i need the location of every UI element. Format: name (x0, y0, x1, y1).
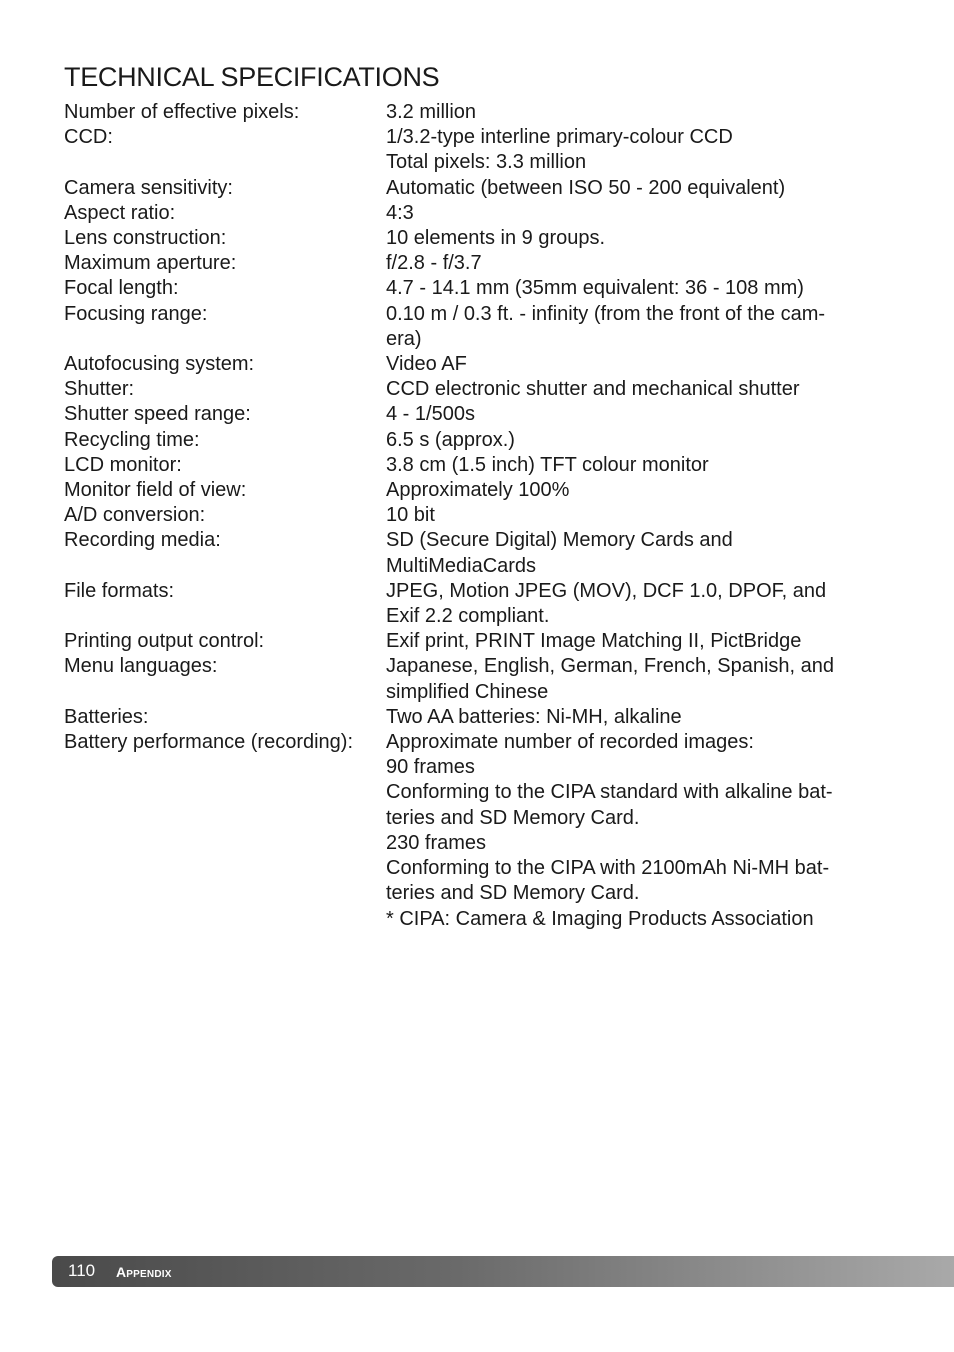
spec-row (64, 100, 884, 125)
spec-label: Shutter speed range: (64, 403, 251, 426)
spec-label: Menu languages: (64, 655, 218, 678)
spec-label: Recording media: (64, 529, 221, 552)
spec-value-line: simplified Chinese (386, 680, 549, 703)
spec-row (64, 579, 884, 629)
spec-row (64, 478, 884, 503)
spec-label: A/D conversion: (64, 504, 206, 527)
spec-label: Shutter: (64, 378, 135, 401)
spec-value-line: Approximate number of recorded images: (386, 731, 754, 754)
spec-value (386, 352, 884, 377)
spec-row (64, 276, 884, 301)
page-title: TECHNICAL SPECIFICATIONS (64, 62, 440, 92)
spec-value-line: Automatic (between ISO 50 - 200 equivalent) (386, 176, 786, 199)
spec-label: Monitor field of view: (64, 479, 247, 502)
spec-value-line: 10 bit (386, 504, 435, 527)
spec-row (64, 730, 884, 932)
spec-value (386, 629, 884, 654)
spec-value-line: Conforming to the CIPA with 2100mAh Ni-MH bat- (386, 857, 830, 880)
spec-value-line: 3.2 million (386, 101, 477, 123)
spec-row (64, 302, 884, 352)
spec-value (386, 201, 884, 226)
spec-label: CCD: (64, 126, 113, 149)
spec-value-line: Conforming to the CIPA standard with alkaline bat- (386, 781, 833, 804)
spec-row (64, 176, 884, 201)
spec-value (386, 428, 884, 453)
page-number: 110 (68, 1261, 96, 1280)
spec-label: Maximum aperture: (64, 252, 237, 275)
spec-table (64, 100, 884, 932)
spec-value-line: 90 frames (386, 756, 475, 779)
spec-value-line: JPEG, Motion JPEG (MOV), DCF 1.0, DPOF, and (386, 579, 827, 602)
spec-row (64, 705, 884, 730)
spec-value (386, 478, 884, 503)
spec-row (64, 377, 884, 402)
spec-value (386, 730, 884, 932)
spec-value (386, 453, 884, 478)
spec-value (386, 579, 884, 629)
spec-value (386, 125, 884, 175)
spec-value (386, 226, 884, 251)
spec-value-line: Japanese, English, German, French, Spanish, and (386, 655, 835, 678)
spec-value (386, 100, 884, 125)
spec-label: Batteries: (64, 705, 149, 728)
section-name: Appendix (116, 1264, 172, 1280)
spec-label: Battery performance (recording): (64, 731, 354, 754)
spec-value-line: MultiMediaCards (386, 554, 537, 577)
spec-value-line: Exif print, PRINT Image Matching II, PictBridge (386, 630, 802, 653)
spec-value-line: SD (Secure Digital) Memory Cards and (386, 529, 733, 552)
spec-label: Autofocusing system: (64, 353, 255, 376)
spec-value (386, 402, 884, 427)
spec-value (386, 503, 884, 528)
spec-value-line: CCD electronic shutter and mechanical shutter (386, 378, 800, 401)
spec-row (64, 428, 884, 453)
spec-row (64, 453, 884, 478)
spec-value (386, 176, 884, 201)
spec-label: Focal length: (64, 277, 179, 300)
spec-value (386, 654, 884, 704)
footer-bar (52, 1256, 954, 1287)
spec-value-line: 4.7 - 14.1 mm (35mm equivalent: 36 - 108 mm) (386, 277, 804, 300)
spec-value (386, 528, 884, 578)
spec-row (64, 654, 884, 704)
spec-row (64, 201, 884, 226)
spec-value (386, 276, 884, 301)
spec-row (64, 352, 884, 377)
spec-value-line: 4 - 1/500s (386, 403, 475, 426)
spec-value-line: Video AF (386, 353, 467, 376)
spec-value-line: Approximately 100% (386, 479, 570, 502)
spec-label: Number of effective pixels: (64, 101, 300, 123)
spec-row (64, 503, 884, 528)
spec-value-line: era) (386, 327, 422, 350)
spec-row (64, 528, 884, 578)
spec-value-line: * CIPA: Camera & Imaging Products Association (386, 907, 814, 930)
spec-value-line: 3.8 cm (1.5 inch) TFT colour monitor (386, 453, 709, 476)
spec-label: Camera sensitivity: (64, 176, 233, 199)
spec-value-line: 4:3 (386, 201, 414, 224)
spec-row (64, 402, 884, 427)
spec-label: Printing output control: (64, 630, 265, 653)
spec-value (386, 302, 884, 352)
spec-label: Focusing range: (64, 302, 208, 325)
spec-value (386, 705, 884, 730)
spec-value-line: 10 elements in 9 groups. (386, 227, 606, 250)
spec-value-line: teries and SD Memory Card. (386, 882, 640, 905)
spec-value-line: teries and SD Memory Card. (386, 806, 640, 829)
spec-value-line: 230 frames (386, 831, 487, 854)
spec-label: Lens construction: (64, 227, 227, 250)
spec-value-line: Total pixels: 3.3 million (386, 151, 587, 174)
spec-value-line: Exif 2.2 compliant. (386, 605, 550, 628)
spec-row (64, 226, 884, 251)
spec-value-line: f/2.8 - f/3.7 (386, 252, 482, 275)
spec-row (64, 251, 884, 276)
spec-row (64, 125, 884, 175)
spec-label: LCD monitor: (64, 453, 182, 476)
spec-value (386, 377, 884, 402)
spec-value-line: 6.5 s (approx.) (386, 428, 515, 451)
spec-label: Aspect ratio: (64, 201, 176, 224)
spec-value-line: 1/3.2-type interline primary-colour CCD (386, 126, 733, 149)
spec-value-line: Two AA batteries: Ni-MH, alkaline (386, 705, 682, 728)
spec-row (64, 629, 884, 654)
spec-label: File formats: (64, 579, 175, 602)
spec-value (386, 251, 884, 276)
spec-label: Recycling time: (64, 428, 200, 451)
spec-value-line: 0.10 m / 0.3 ft. - infinity (from the front of the cam- (386, 302, 826, 325)
